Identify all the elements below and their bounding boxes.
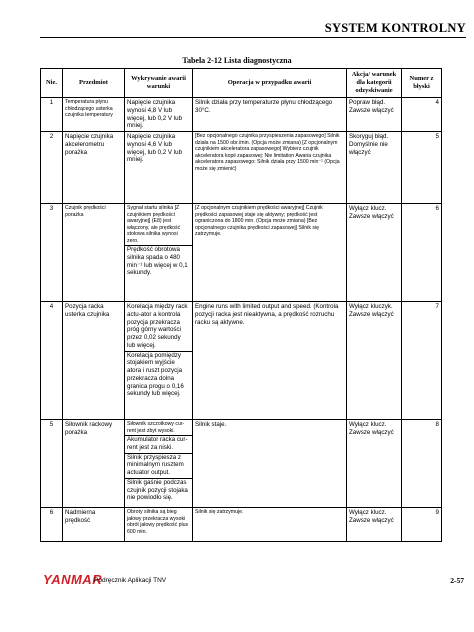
cell-operation: Silnik działa przy temperaturze płynu chłodzącego 30°C. [193,98,347,132]
cell-item: Nadmierna prędkość [63,508,125,542]
recovery-action: Wyłącz klucz. [349,509,387,516]
table-row [41,302,442,420]
cell-item: Napięcie czujnika akcelerometru porażka [63,132,125,204]
cell-operation: [Bez opcjonalnego czujnika przyspieszenia zapasowego] Silnik działa na 1500 obr./min. (Opcja może zmiana) [Z opcjonalnym czujnikiem akceleratora zapasowego] Wybierz czujnik akceleratora kopii zapasowej: Nie limitation Awaria czujnika akceleratora zapasowego: Silnik działa przy 1500 min⁻¹ (Opcja może się zmienić) [193,132,347,204]
cell-flashes: 8 [402,420,442,508]
recovery-category: Zawsze włączyć [349,106,394,114]
condition-line: Prędkość obrotowa silnika spada o 480 min⁻¹ lub więcej w 0,1 sekundy. [127,246,188,277]
cell-recovery [347,98,402,132]
col-header-flashes: Numer z błyski [402,69,442,98]
cell-no: 5 [41,420,63,508]
cell-recovery [347,508,402,542]
condition-line: Sygnał startu silnika [Z czujnikiem prędkości awaryjnej] (E8) jest włączony, ale prędkość stołowa silnika wynosi zero. [125,205,192,246]
condition-line: Korelacja między rack actu-ator a kontrola pozycja przekracza próg górny wartości przez 0,02 sekundy lub więcej. [125,303,192,352]
recovery-action: Wyłącz klucz. [349,421,387,428]
recovery-category: Zawsze włączyć [349,516,394,524]
cell-flashes: 9 [402,508,442,542]
cell-item: Pozycja racka usterka czujnika [63,302,125,420]
recovery-category: Zawsze włączyć [349,428,394,436]
cell-no: 2 [41,132,63,204]
table-row [41,508,442,542]
recovery-action: Wyłącz klucz. [349,205,387,212]
recovery-category: Zawsze włączyć [349,212,394,220]
col-header-recovery: Akcja/ warunek dla kategorii odzyskiwanie [347,69,402,98]
recovery-category: Zawsze włączyć [349,310,394,318]
cell-recovery [347,302,402,420]
cell-conditions: Napięcie czujnika wynosi 4,6 V lub więcej, lub 0,2 V lub mniej. [125,132,193,204]
table-row [41,420,442,508]
cell-no: 1 [41,98,63,132]
cell-operation: Engine runs with limited output and speed. (Kontrola pozycji racka jest nieaktywna, a prędkość rozruchu racku są aktywne. [193,302,347,420]
recovery-action: Wyłącz kluczyk. [349,303,393,310]
cell-no: 6 [41,508,63,542]
table-caption: Tabela 2-12 Lista diagnostyczna [182,56,292,65]
col-header-no: Nie. [41,69,63,98]
document-title: Podręcznik Aplikacji TNV [94,577,167,584]
col-header-operation: Operacja w przypadku awarii [193,69,347,98]
table-row [41,98,442,132]
cell-item: Siłownik rackowy porażka [63,420,125,508]
cell-flashes: 6 [402,204,442,302]
cell-conditions [125,420,193,508]
cell-conditions [125,302,193,420]
cell-conditions [125,204,193,302]
cell-item: Czujnik prędkości porażka [63,204,125,302]
condition-line: Siłownik szczotkowy cur-rent jest zbyt wysoki. [125,421,192,436]
header-rule [40,37,466,38]
cell-flashes: 4 [402,98,442,132]
condition-line: Akumulator racka cur-rent jest za niski. [125,436,192,454]
col-header-item: Przedmiot [63,69,125,98]
cell-recovery [347,132,402,204]
recovery-action: Skoryguj błąd. [349,133,389,140]
cell-conditions: Obroty silnika są bieg jałowy przekracza wysoki obrót jałowy prędkość plus 600 min. [125,508,193,542]
col-header-conditions: Wykrywanie awarii warunki [125,69,193,98]
condition-line: Korelacja pomiędzy stojakiem wyjście atora i ruszt pozycja przekracza dolna granica progu o 0,16 sekundy lub więcej. [127,351,184,398]
cell-recovery [347,420,402,508]
condition-line: Silnik przyspiesza z minimalnym rusztem actuator output. [125,454,192,479]
cell-conditions: Napięcie czujnika wynosi 4,8 V lub więcej, lub 0,2 V lub mniej. [125,98,193,132]
cell-recovery [347,204,402,302]
condition-line: Silnik gaśnie podczas czujnik pozycji stojaka nie powiodło się. [127,478,188,502]
cell-operation: Silnik się zatrzymuje. [193,508,347,542]
diagnostic-table [40,68,442,542]
cell-no: 4 [41,302,63,420]
table-row [41,204,442,302]
cell-item: Temperatura płynu chłodzącego usterka czujnika temperatury [63,98,125,132]
recovery-category: Domyślnie nie włączyć [349,140,388,156]
cell-flashes: 5 [402,132,442,204]
section-title: SYSTEM KONTROLNY [324,21,466,35]
page-number: 2-57 [450,576,464,585]
table-row [41,132,442,204]
table-header-row [41,69,442,98]
cell-flashes: 7 [402,302,442,420]
cell-operation: Silnik staje. [193,420,347,508]
cell-operation: [Z opcjonalnym czujnikiem prędkości awaryjnej] Czujnik prędkości zapasowej staje się aktywny; prędkość jest ograniczona do 1800 min. (Opcja może zmiana) [Bez opcjonalnego czujnika prędkości zapasowej] Silnik się zatrzymuje. [193,204,347,302]
cell-no: 3 [41,204,63,302]
yanmar-logo: YANMAR [43,572,103,587]
recovery-action: Popraw błąd. [349,99,386,106]
